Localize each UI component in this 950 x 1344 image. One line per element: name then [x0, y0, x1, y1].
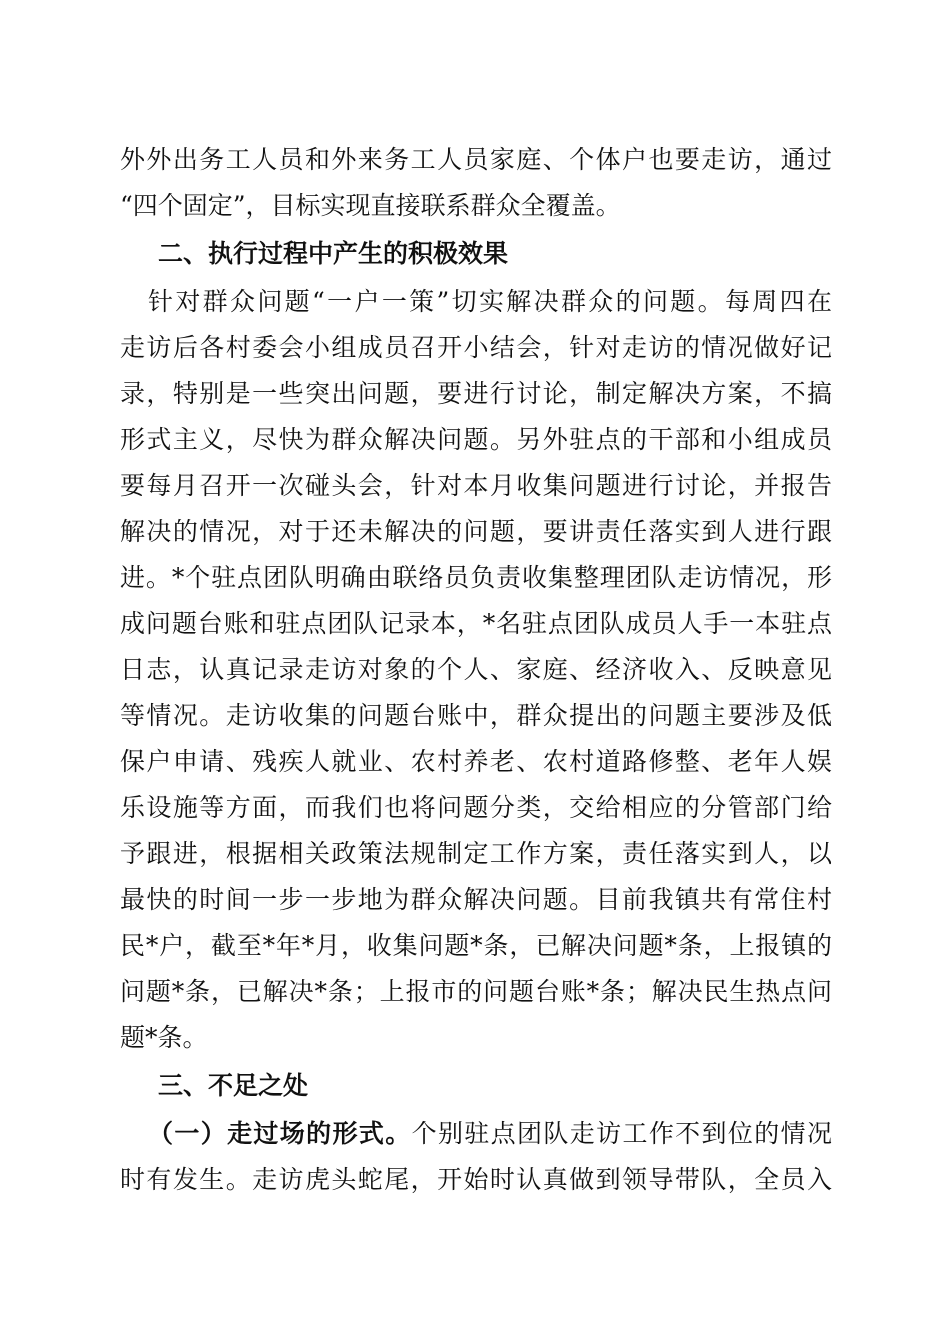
- section-2-paragraph-line: 走访后各村委会小组成员召开小结会，针对走访的情况做好记: [120, 333, 832, 362]
- section-2-paragraph-line: 题*条。: [120, 1023, 208, 1052]
- section-2-paragraph-line: 乐设施等方面，而我们也将问题分类，交给相应的分管部门给: [120, 793, 832, 822]
- section-2-paragraph-line: 最快的时间一步一步地为群众解决问题。目前我镇共有常住村: [120, 885, 832, 914]
- section-2-paragraph-line: 成问题台账和驻点团队记录本，*名驻点团队成员人手一本驻点: [120, 609, 832, 638]
- section-2-paragraph-line: 保户申请、残疾人就业、农村养老、农村道路修整、老年人娱: [120, 747, 832, 776]
- intro-line-1: 外外出务工人员和外来务工人员家庭、个体户也要走访，通过: [120, 145, 832, 174]
- section-2-paragraph-line: 针对群众问题“一户一策”切实解决群众的问题。每周四在: [148, 287, 832, 316]
- section-3-heading: 三、不足之处: [158, 1071, 309, 1100]
- section-2-paragraph-line: 日志，认真记录走访对象的个人、家庭、经济收入、反映意见: [120, 655, 832, 684]
- section-2-paragraph-line: 进。*个驻点团队明确由联络员负责收集整理团队走访情况，形: [120, 563, 832, 592]
- section-2-paragraph-line: 要每月召开一次碰头会，针对本月收集问题进行讨论，并报告: [120, 471, 832, 500]
- section-2-paragraph-line: 民*户，截至*年*月，收集问题*条，已解决问题*条，上报镇的: [120, 931, 832, 960]
- section-3-sub-1-line: [148, 1111, 832, 1157]
- section-2-paragraph-line: 等情况。走访收集的问题台账中，群众提出的问题主要涉及低: [120, 701, 832, 730]
- section-2-paragraph-line: 形式主义，尽快为群众解决问题。另外驻点的干部和小组成员: [120, 425, 832, 454]
- section-2-heading: 二、执行过程中产生的积极效果: [158, 239, 509, 268]
- section-2-paragraph-line: 录，特别是一些突出问题，要进行讨论，制定解决方案，不搞: [120, 379, 832, 408]
- section-2-paragraph-line: 问题*条，已解决*条；上报市的问题台账*条；解决民生热点问: [120, 977, 832, 1006]
- section-3-sub-1-title: （一）走过场的形式。: [148, 1119, 412, 1148]
- section-3-sub-1-text: 个别驻点团队走访工作不到位的情况: [411, 1119, 832, 1148]
- section-2-paragraph-line: 予跟进，根据相关政策法规制定工作方案，责任落实到人，以: [120, 839, 832, 868]
- section-2-paragraph-line: 解决的情况，对于还未解决的问题，要讲责任落实到人进行跟: [120, 517, 832, 546]
- intro-line-2: “四个固定”，目标实现直接联系群众全覆盖。: [120, 191, 621, 220]
- section-3-sub-1-line: 时有发生。走访虎头蛇尾，开始时认真做到领导带队，全员入: [120, 1165, 832, 1194]
